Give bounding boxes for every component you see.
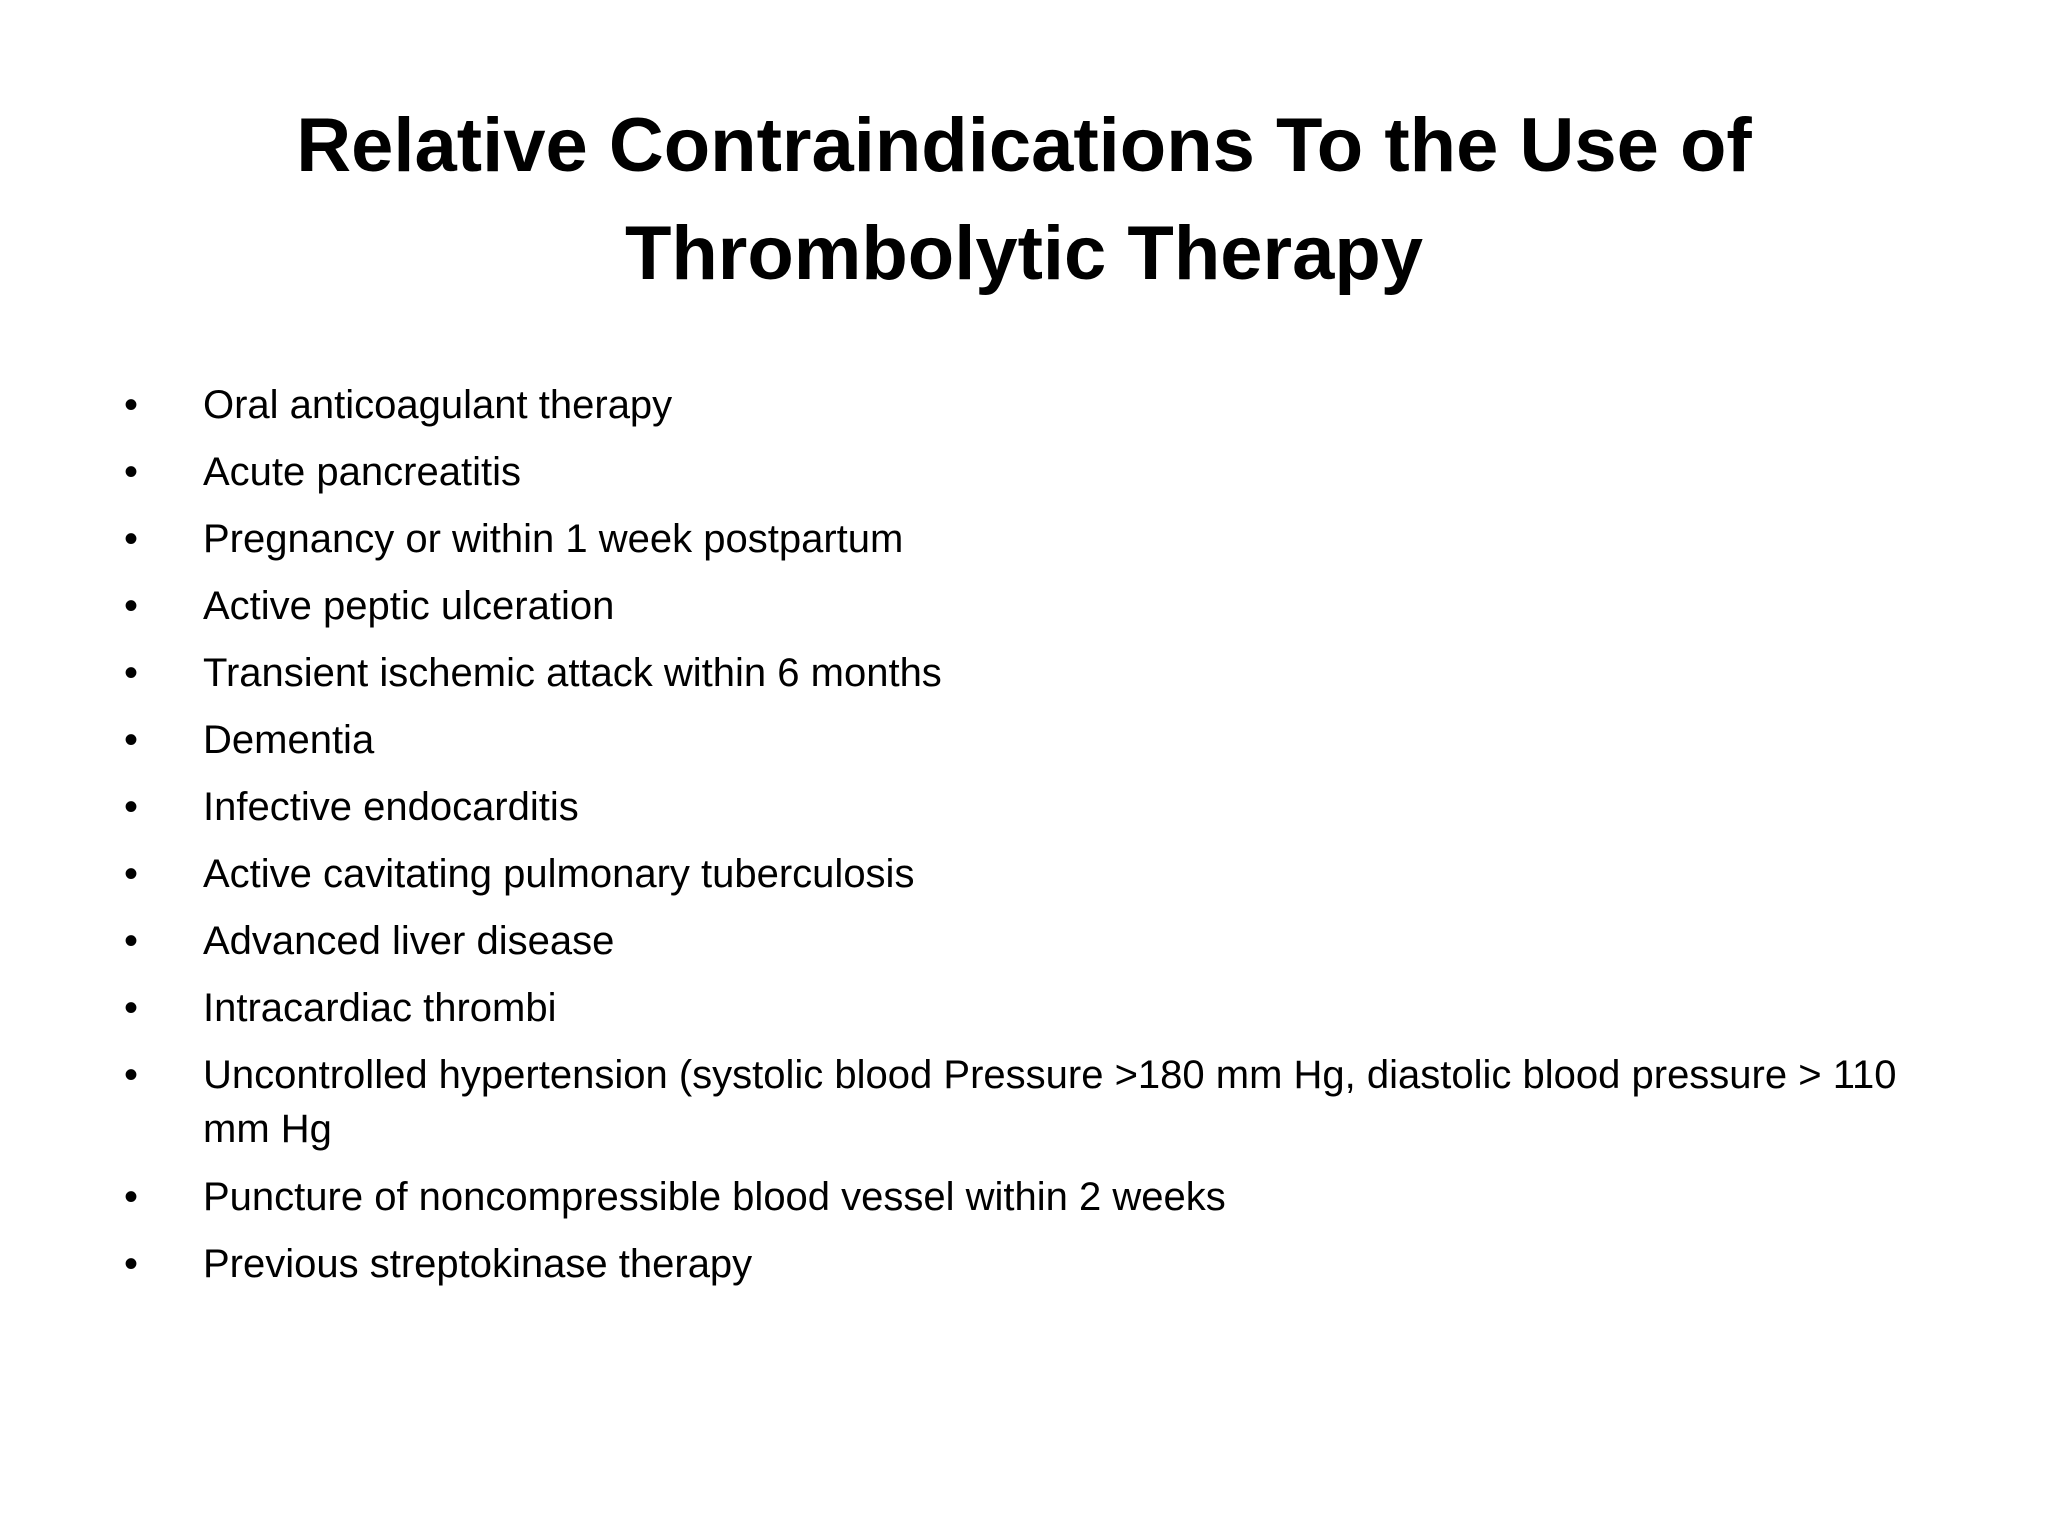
slide-title-line-1: Relative Contraindications To the Use of xyxy=(296,103,1752,188)
bullet-icon: • xyxy=(124,852,139,896)
list-item-text: Infective endocarditis xyxy=(203,785,579,829)
list-item-text: Active peptic ulceration xyxy=(203,584,615,628)
list-item-text: Pregnancy or within 1 week postpartum xyxy=(203,517,904,561)
list-item-text: Puncture of noncompressible blood vessel within 2 weeks xyxy=(203,1175,1226,1219)
list-item-text: Active cavitating pulmonary tuberculosis xyxy=(203,852,915,896)
bullet-icon: • xyxy=(124,1053,139,1097)
list-item-text: Uncontrolled hypertension (systolic blood Pressure >180 mm Hg, diastolic blood pressure > 110 mm Hg xyxy=(203,1053,1897,1151)
bullet-icon: • xyxy=(124,919,139,963)
bullet-icon: • xyxy=(124,986,139,1030)
bullet-icon: • xyxy=(124,718,139,762)
bullet-icon: • xyxy=(124,785,139,829)
list-item-text: Dementia xyxy=(203,718,375,762)
list-item-text: Intracardiac thrombi xyxy=(203,986,557,1030)
list-item-text: Previous streptokinase therapy xyxy=(203,1242,753,1286)
list-item-text: Acute pancreatitis xyxy=(203,450,521,494)
bullet-icon: • xyxy=(124,651,139,695)
bullet-icon: • xyxy=(124,450,139,494)
bullet-icon: • xyxy=(124,383,139,427)
slide-title-line-2: Thrombolytic Therapy xyxy=(624,211,1424,296)
bullet-icon: • xyxy=(124,584,139,628)
bullet-icon: • xyxy=(124,517,139,561)
list-item-text: Advanced liver disease xyxy=(203,919,615,963)
list-item-text: Oral anticoagulant therapy xyxy=(203,383,673,427)
bullet-icon: • xyxy=(124,1175,139,1219)
bullet-icon: • xyxy=(124,1242,139,1286)
list-item-text: Transient ischemic attack within 6 months xyxy=(203,651,942,695)
